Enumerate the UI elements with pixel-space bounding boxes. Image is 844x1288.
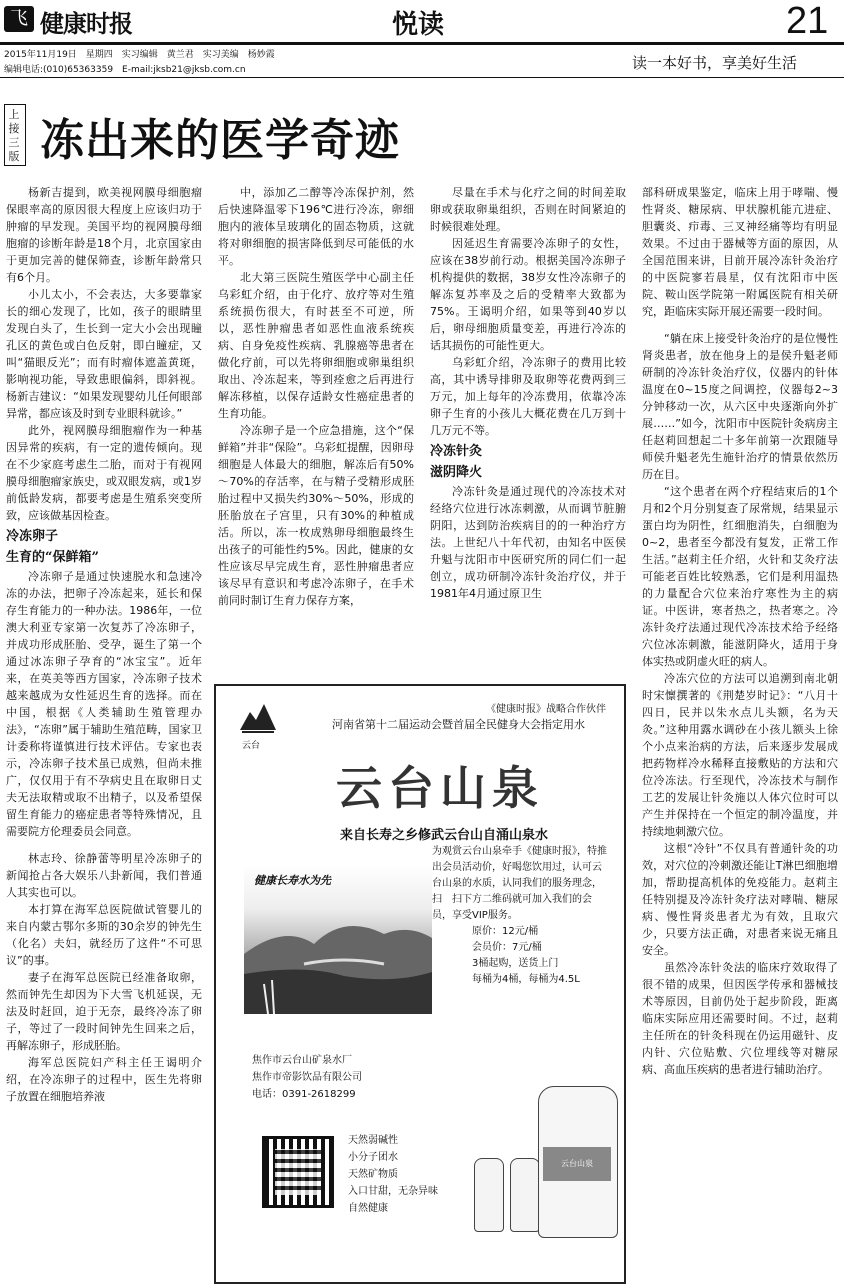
ad-company-info [252,1052,362,1103]
section-slogan: 读一本好书，享美好生活 [632,54,798,72]
logo-text: 健康时报 [40,9,132,38]
logo-mark-icon: 飞 [4,6,34,32]
paragraph-spacer [642,320,838,330]
company-name-1: 焦作市云台山矿泉水厂 [252,1055,352,1066]
paragraph: 乌彩虹介绍，冷冻卵子的费用比较高，其中诱导排卵及取卵等花费两到三万元，加上每年的冷冻费用，依靠冷冻卵子生育的小孩儿大概花费在几万到十几万元不等。 [430,356,626,437]
feature-item: 入口甘甜，无杂异味 [348,1186,438,1197]
article-headline: 冻出来的医学奇迹 [40,115,400,166]
ad-brand-name: 云台山泉 [336,761,544,815]
qr-code-icon[interactable] [262,1136,334,1208]
issue-info: 2015年11月19日 星期四 实习编辑 黄兰君 实习美编 杨妙霞 [4,50,275,60]
ad-original-price: 原价：12元/桶 [472,926,539,937]
ad-copy [432,844,610,988]
section-name: 悦读 [392,10,445,40]
feature-item: 天然弱碱性 [348,1135,398,1146]
subheading: 冷冻卵子 [6,529,59,544]
ad-event-line: 河南省第十二届运动会暨首届全民健身大会指定用水 [332,718,585,731]
paragraph: 妻子在海军总医院已经准备取卵，然而钟先生却因为下大雪飞机延误，无法及时赶回，迫于无奈，最终冷冻了卵子，等过了一段时间钟先生回来之后，再解冻卵子，形成胚胎。 [6,971,202,1052]
paragraph: 此外，视网膜母细胞瘤作为一种基因异常的疾病，有一定的遗传倾向。现在不少家庭考虑生二胎，而对于有视网膜母细胞瘤家族史，或双眼发病，或1岁前低龄发病，都要考虑是生殖系突变所致，应该做基因检查。 [6,424,202,522]
paragraph: 冷冻穴位的方法可以追溯到南北朝时宋懔撰著的《荆楚岁时记》：“八月十四日，民并以朱水点儿头额，名为天灸。”这种用露水调砂在小孩儿额头上徐个小点来治病的方法，后来逐步发展成把药物样冷水稀释直接敷贴的方法和穴位冷冻法。行至现代，冷冻技术与制作工艺的发展让针灸施以人体穴位时可以产生并保持在一个恒定的制冷温度，并持续地刺激穴位。 [642,672,838,838]
small-bottle-icon [474,1158,504,1232]
paragraph: 小儿太小，不会表达，大多要靠家长的细心发现了，比如，孩子的眼睛里发现白头了，生长到一定大小会出现瞳孔区的黄色或白色反射，即白瞳症，又叫“猫眼反光”；而有时瘤体遮盖黄斑，影响视功能，导致患眼偏斜，即斜视。杨新吉建议：“如果发现婴幼儿任何眼部异常，都应该及时到专业眼科就诊。” [6,288,202,420]
paragraph: 冷冻卵子是通过快速脱水和急速冷冻的办法，把卵子冷冻起来，延长和保存生育能力的一种办法。1986年，一位澳大利亚专家第一次复苏了冷冻卵子，并成功形成胚胎、受孕，诞生了第一个通过冰冻卵子孕育的“冰宝宝”。近年来，在英美等西方国家，冷冻卵子技术越来越成为女性延迟生育的选择。而在中国，根据《人类辅助生殖管理办法》，“冻卵”属于辅助生殖范畴，国家卫计委称将谨慎进行技术评估。专家也表示，冷冻卵子技术虽已成熟，但尚未推广，仅仅用于有不孕病史且在取卵日丈夫无法取精或取不出精子，以及希望保留生育能力的癌症患者等特殊情况，且需要院方伦理委员会同意。 [6,570,202,838]
article-column-2 [218,184,414,666]
newspaper-logo [4,4,142,36]
ad-copy-intro: 为观赏云台山泉牵手《健康时报》，特推出会员活动价，好喝您饮用过，认可云台山泉的水质，认同我们的服务理念，扫 扫下方二维码就可加入我们的会员，享受VIP服务。 [432,846,607,921]
subheading: 滋阴降火 [430,465,483,480]
ad-partner-line: 《健康时报》战略合作伙伴 [486,704,606,715]
paragraph: “这个患者在两个疗程结束后的1个月和2个月分别复查了尿常规，结果显示蛋白均为阴性，红细胞消失，白细胞为0~2，患者至今都没有复发，正常工作生活。”赵莉主任介绍，火针和艾灸疗法可能老百姓比较熟悉，它们是利用温热的力量配合穴位来治疗寒性为主的病证。中医讲，寒者热之，热者寒之。冷冻针灸疗法通过现代冷冻技术给予经络穴位冰冻刺激，能滋阴降火，适用于身体实热或阴虚火旺的病人。 [642,485,838,668]
masthead-rule [0,42,844,45]
water-advertisement [214,684,626,1284]
paragraph: 本打算在海军总医院做试管婴儿的来自内蒙古鄂尔多斯的30余岁的钟先生（化名）夫妇，就经历了这件“不可思议”的事。 [6,903,202,967]
feature-item: 小分子团水 [348,1152,398,1163]
ad-tagline: 来自长寿之乡修武云台山自涌山泉水 [340,828,549,843]
paragraph: 虽然冷冻针灸法的临床疗效取得了很不错的成果，但因医学传承和器械技术等原因，目前仍处于起步阶段，距离临床实际应用还需要时间。不过，赵莉主任所在的针灸科现在仍运用磁针、皮内针、穴位贴敷、穴位埋线等对糖尿病、高血压疾病的患者进行辅助治疗。 [642,961,838,1076]
page-number: 21 [786,0,829,42]
masthead-bottom-rule [0,77,844,78]
mountain-logo-icon [238,700,278,734]
photo-caption: 健康长寿水为先 [254,874,331,887]
paragraph: 这根“冷针”不仅具有普通针灸的功效，对穴位的冷刺激还能让T淋巴细胞增加，帮助提高机体的免疫能力。赵莉主任特别提及冷冻针灸疗法对哮喘、糖尿病、慢性肾炎患者尤为有效，且取穴少，只要方法正确，对患者来说无痛且安全。 [642,842,838,957]
ad-logo-name: 云台 [242,741,261,751]
paragraph-spacer [6,840,202,850]
masthead [0,0,844,78]
company-name-2: 焦作市帝影饮品有限公司 [252,1072,362,1083]
paragraph: 海军总医院妇产科主任王谒明介绍，在冷冻卵子的过程中，医生先将卵子放置在细胞培养液 [6,1056,202,1103]
paragraph: 冷冻针灸是通过现代的冷冻技术对经络穴位进行冰冻刺激，从而调节脏腑阴阳，达到防治疾病目的的一种治疗方法。上世纪八十年代初，由知名中医侯升魁与沈阳市中医研究所的同仁们一起创立，成功研制冷冻针灸治疗仪，并于1981年4月通过原卫生 [430,485,626,600]
paragraph: 林志玲、徐静蕾等明星冷冻卵子的新闻抢占各大娱乐八卦新闻，我们普通人其实也可以。 [6,852,202,899]
paragraph: “躺在床上接受针灸治疗的是位慢性肾炎患者，放在他身上的是侯升魁老师研制的冷冻针灸治疗仪，仪器内的针体温度在0~15度之间调控，仪器每2~3分钟移动一次，从六区中央逐渐向外扩展……”如今，沈阳市中医院针灸病房主任赵莉回想起二十多年前第一次跟随导师侯升魁老先生施针治疗的情景依然历历在目。 [642,332,838,481]
company-phone: 电话：0391-2618299 [252,1089,356,1100]
paragraph: 尽量在手术与化疗之间的时间差取卵或获取卵巢组织，否则在时间紧迫的时候很难处理。 [430,186,626,233]
barrel-label: 云台山泉 [543,1147,611,1181]
paragraph: 冷冻卵子是一个应急措施，这个“保鲜箱”并非“保险”。乌彩虹提醒，因卵母细胞是人体最大的细胞，解冻后有50%～70%的存活率，在与精子受精形成胚胎过程中又损失约30%～50%，形成的胚胎放在子宫里，只有30%的种植成活。所以，冻一枚成熟卵母细胞最终生出孩子的可能性约5%。因此，健康的女性应该尽早完成生育，恶性肿瘤患者应该尽早有意识和考虑冷冻卵子，在手术前同时制订生育力保存方案， [218,424,414,607]
ad-member-price: 会员价：7元/桶 [472,942,542,953]
editor-contact: 编辑电话:(010)65363359 E-mail:jksb21@jksb.com.cn [4,65,246,75]
ad-feature-list [348,1132,438,1217]
water-barrel-icon [538,1086,618,1238]
article-column-1 [6,184,202,1284]
feature-item: 天然矿物质 [348,1169,398,1180]
paragraph: 中，添加乙二醇等冷冻保护剂，然后快速降温零下196℃进行冷冻，卵细胞内的液体呈玻璃化的固态物质，这就将对卵细胞的损害降低到尽可能低的水平。 [218,186,414,267]
ad-order-terms: 3桶起购，送货上门 [472,958,559,969]
feature-item: 自然健康 [348,1203,388,1214]
small-bottle-icon [510,1158,540,1232]
article-column-3 [430,184,626,666]
article-column-4 [642,184,838,1284]
paragraph: 北大第三医院生殖医学中心副主任乌彩虹介绍，由于化疗、放疗等对生殖系统损伤很大，有时甚至不可逆，所以，恶性肿瘤患者如恶性血液系统疾病、自身免疫性疾病、乳腺癌等患者在做化疗前，可以先将卵细胞或卵巢组织取出、冷冻起来，等到痊愈之后再进行解冻移植，以保存适龄女性癌症患者的生育功能。 [218,271,414,420]
paragraph: 因延迟生育需要冷冻卵子的女性，应该在38岁前行动。根据美国冷冻卵子机构提供的数据，38岁女性冷冻卵子的解冻复苏率及之后的受精率大致都为75%。王谒明介绍，如果等到40岁以后，卵母细胞质量变差，再进行冷冻的话其损伤的可能性更大。 [430,237,626,352]
paragraph: 部科研成果鉴定，临床上用于哮喘、慢性肾炎、糖尿病、甲状腺机能亢进症、胆囊炎、疖毒、三叉神经痛等均有明显效果。不过由于器械等方面的原因，从全国范围来讲，目前开展冷冻针灸治疗的中医院寥若晨星，仅有沈阳市中医院、鞍山医学院第一附属医院有相关研究，距临床实际开展还需要一段时间。 [642,186,838,318]
ad-bottle-terms: 每桶为4桶，每桶为4.5L [472,974,580,985]
subheading: 冷冻针灸 [430,444,483,459]
paragraph: 杨新吉提到，欧美视网膜母细胞瘤保眼率高的原因很大程度上应该归功于肿瘤的早发现。美国平均的视网膜母细胞瘤的诊断年龄是18个月，北京国家由于更加完善的健保筛查，诊断年龄常只有6个月。 [6,186,202,284]
continued-from-label: 上接三版 [8,108,20,163]
subheading: 生育的“保鲜箱” [6,550,99,565]
